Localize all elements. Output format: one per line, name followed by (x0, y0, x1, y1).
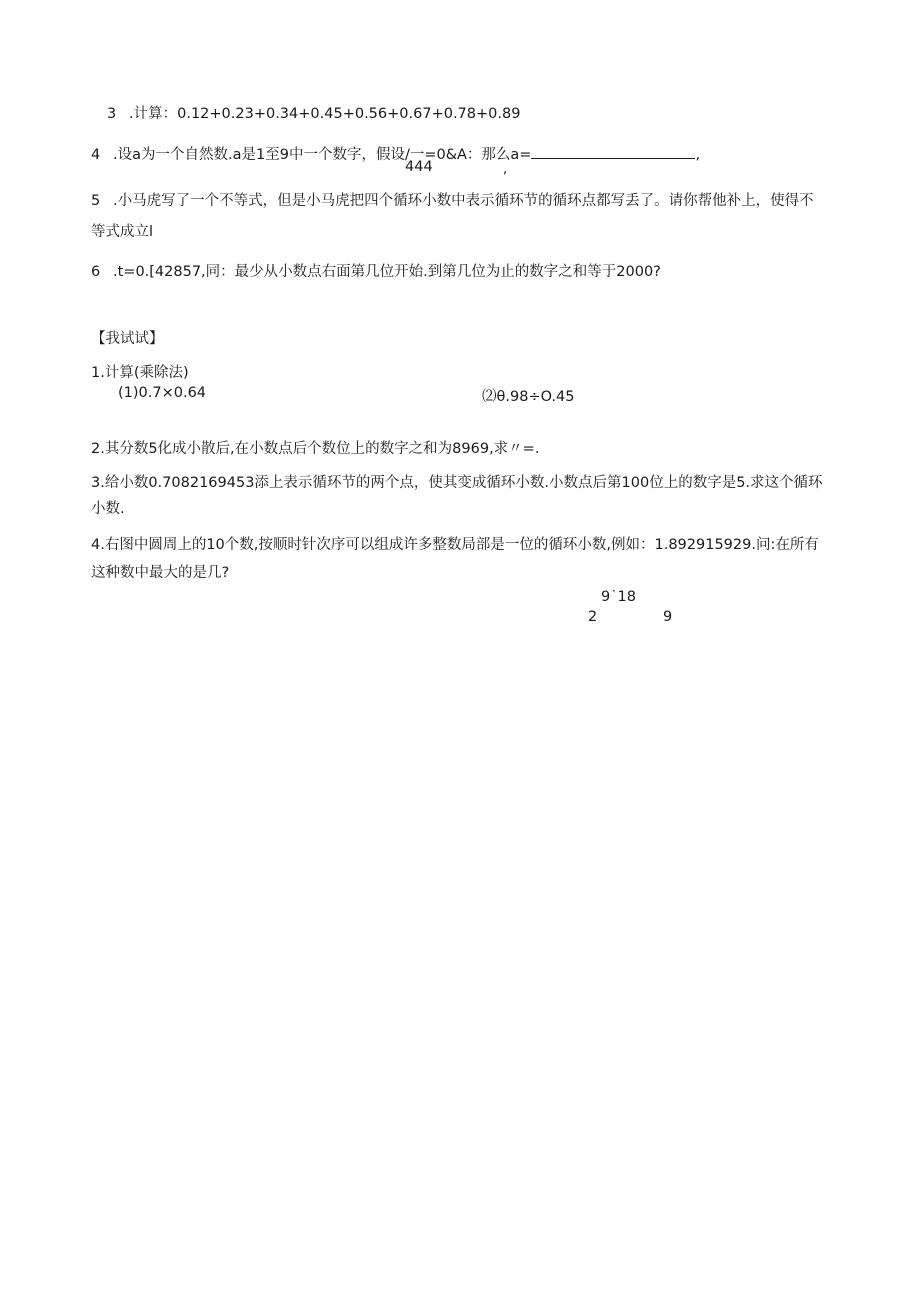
problem-6-text: .t=0.[42857,同：最少从小数点右面第几位开始.到第几位为止的数字之和等于2000? (113, 264, 661, 280)
problem-5 (91, 189, 814, 210)
problem-4-sub-mark: , (503, 162, 508, 177)
question-1-part-1: (1)0.7×0.64 (118, 385, 207, 401)
problem-5-text: .小马虎写了一个不等式，但是小马虎把四个循环小数中表示循环节的循环点都写丢了。请你帮他补上，使得不 (113, 193, 814, 209)
question-4-line-1: 4.右图中圆周上的10个数,按顺时针次序可以组成许多整数局部是一位的循环小数,例如：1.892915929.问:在所有 (91, 537, 819, 553)
problem-3 (107, 102, 520, 123)
question-1-title: 1.计算(乘除法) (91, 365, 189, 381)
problem-6 (91, 260, 661, 281)
question-2: 2.其分数5化成小散后,在小数点后个数位上的数字之和为8969,求〃=. (91, 441, 540, 457)
problem-3-text: .计算：0.12+0.23+0.34+0.45+0.56+0.67+0.78+0.89 (129, 106, 521, 122)
section-heading: 【我试试】 (91, 331, 164, 347)
problem-5-number: 5 (91, 193, 101, 209)
problem-4-tail: , (695, 147, 701, 163)
problem-4-denominator: 444 (405, 159, 433, 175)
problem-4 (91, 143, 700, 164)
figure-right-digit: 9 (663, 609, 673, 625)
answer-blank[interactable] (531, 146, 695, 159)
figure-left-digit: 2 (588, 609, 598, 625)
problem-4-number: 4 (91, 147, 101, 163)
question-3-line-1: 3.给小数0.7082169453添上表示循环节的两个点，使其变成循环小数.小数点后第100位上的数字是5.求这个循环 (91, 475, 823, 491)
problem-4-text: .设a为一个自然数.a是1至9中一个数字，假设/一=0&A：那么a= (113, 147, 532, 163)
problem-3-number: 3 (107, 106, 117, 122)
question-1-part-2: ⑵θ.98÷O.45 (482, 389, 575, 405)
question-4-line-2: 这种数中最大的是几? (91, 565, 230, 581)
question-3-line-2: 小数. (91, 501, 125, 517)
problem-6-number: 6 (91, 264, 101, 280)
figure-top-digits: 9˙18 (601, 589, 636, 605)
problem-5-continued: 等式成立l (91, 224, 154, 240)
